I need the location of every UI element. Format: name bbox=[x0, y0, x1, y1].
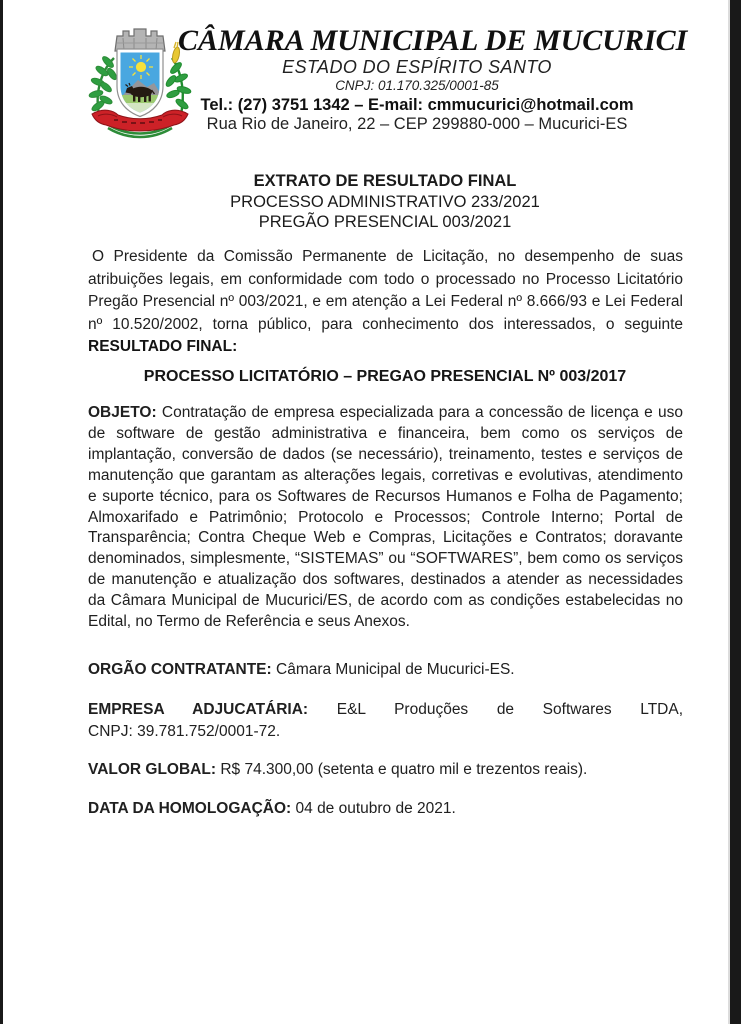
empresa-adjucataria-line1 bbox=[88, 699, 683, 721]
resultado-final-label: RESULTADO FINAL: bbox=[88, 338, 238, 356]
org-name: CÂMARA MUNICIPAL DE MUCURICI bbox=[178, 24, 688, 57]
intro-text: O Presidente da Comissão Permanente de Licitação, no desempenho de suas atribuições legais, em conformidade com todo o processado no Processo Licitatório Pregão Presencial nº 003/2021, e em atenção a Lei Federal nº 8.666/93 e Lei Federal nº 10.520/2002, torna público, para conhecimento dos interessados, o seguinte bbox=[88, 248, 683, 333]
org-cnpj: CNPJ: 01.170.325/0001-85 bbox=[335, 78, 499, 93]
letterhead bbox=[178, 24, 688, 134]
objeto-label: OBJETO: bbox=[88, 404, 157, 421]
data-homologacao-value: 04 de outubro de 2021. bbox=[295, 800, 456, 817]
valor-global-label: VALOR GLOBAL: bbox=[88, 761, 217, 778]
data-homologacao-row bbox=[88, 798, 683, 819]
document-title: EXTRATO DE RESULTADO FINAL bbox=[253, 172, 517, 190]
page-left-border bbox=[0, 0, 3, 1024]
valor-global-value: R$ 74.300,00 (setenta e quatro mil e trezentos reais). bbox=[220, 761, 588, 778]
section-heading: PROCESSO LICITATÓRIO – PREGAO PRESENCIAL Nº 003/2017 bbox=[143, 368, 627, 385]
orgao-contratante-label: ORGÃO CONTRATANTE: bbox=[88, 661, 272, 678]
orgao-contratante-value: Câmara Municipal de Mucurici-ES. bbox=[276, 661, 515, 678]
mural-crown bbox=[115, 29, 165, 51]
objeto-text: Contratação de empresa especializada para a concessão de licença e uso de software de gestão administrativa e financeira, bem como os serviços de implantação, conversão de dados (se necessário), treinamento, testes e serviços de manutenção que garantam as alterações legais, corretivas e evolutivas, atendimento e suporte técnico, para os Softwares de Recursos Humanos e Folha de Pagamento; Almoxarifado e Patrimônio; Protocolo e Processos; Controle Interno; Portal de Transparência; Contra Cheque Web e Compras, Licitações e Contratos; doravante denominados, simplesmente, “SISTEMAS” ou “SOFTWARES”, bem como os serviços de manutenção e atualização dos softwares, destinados a atender as necessidades da Câmara Municipal de Mucurici/ES, de acordo com as condições estabelecidas no Edital, no Termo de Referência e seus Anexos. bbox=[88, 404, 683, 631]
page-right-border bbox=[728, 0, 741, 1024]
org-state: ESTADO DO ESPÍRITO SANTO bbox=[282, 57, 552, 77]
data-homologacao-label: DATA DA HOMOLOGAÇÃO: bbox=[88, 800, 292, 817]
left-branch bbox=[88, 55, 118, 118]
sun bbox=[129, 55, 153, 79]
empresa-cnpj-line: CNPJ: 39.781.752/0001-72. bbox=[88, 722, 281, 740]
empresa-adjucataria-row bbox=[88, 699, 683, 742]
valor-global-row bbox=[88, 759, 683, 780]
document-title-block bbox=[88, 171, 682, 233]
shield bbox=[114, 46, 166, 117]
intro-paragraph bbox=[88, 246, 683, 359]
org-address: Rua Rio de Janeiro, 22 – CEP 299880-000 – Mucurici-ES bbox=[206, 115, 628, 133]
orgao-contratante-row bbox=[88, 659, 683, 680]
org-contact: Tel.: (27) 3751 1342 – E-mail: cmmucurici@hotmail.com bbox=[200, 96, 634, 114]
empresa-adjucataria-label: EMPRESA ADJUCATÁRIA: bbox=[88, 701, 309, 718]
empresa-adjucataria-value: E&L Produções de Softwares LTDA, bbox=[336, 701, 684, 718]
pregao-presencial-line: PREGÃO PRESENCIAL 003/2021 bbox=[258, 213, 512, 231]
processo-administrativo-line: PROCESSO ADMINISTRATIVO 233/2021 bbox=[230, 192, 540, 211]
objeto-paragraph bbox=[88, 403, 683, 633]
